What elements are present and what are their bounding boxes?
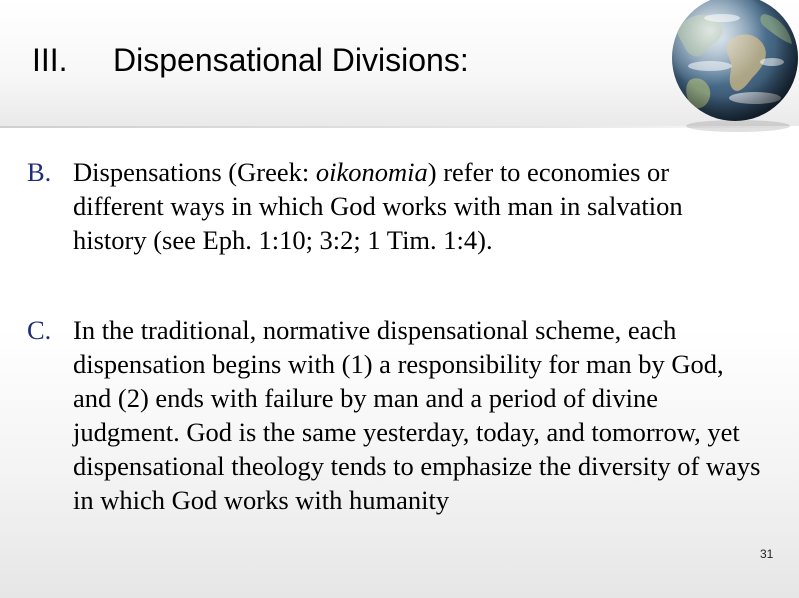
bullet-text-c: In the traditional, normative dispensational scheme, each dispensation begins with (1) a responsibility for man by God, and (2) ends with failure by man and a period of divine judgment. God is the same yesterday, today, and tomorrow, yet dispensational theology tends to emphasize the diversity of ways in which God works with humanity xyxy=(73,315,761,515)
page-number: 31 xyxy=(760,547,774,561)
bullet-marker-b: B. xyxy=(27,157,52,187)
bullet-item-b xyxy=(27,155,717,257)
bullet-text-b-start: Dispensations (Greek: xyxy=(73,157,316,187)
bullet-text-b xyxy=(27,155,717,257)
slide-title-text: Dispensational Divisions: xyxy=(113,42,469,78)
earth-globe-icon xyxy=(660,0,799,135)
slide-title xyxy=(32,42,469,79)
greek-term: oikonomia xyxy=(315,157,428,187)
slide-title-number: III. xyxy=(32,42,68,78)
bullet-text-b-end: ) refer to economies or different ways in which God works with man in salvation history (see Eph. 1:10; 3:2; 1 Tim. 1:4). xyxy=(73,157,683,255)
bullet-marker-c: C. xyxy=(27,315,52,345)
bullet-item-c xyxy=(27,313,767,517)
